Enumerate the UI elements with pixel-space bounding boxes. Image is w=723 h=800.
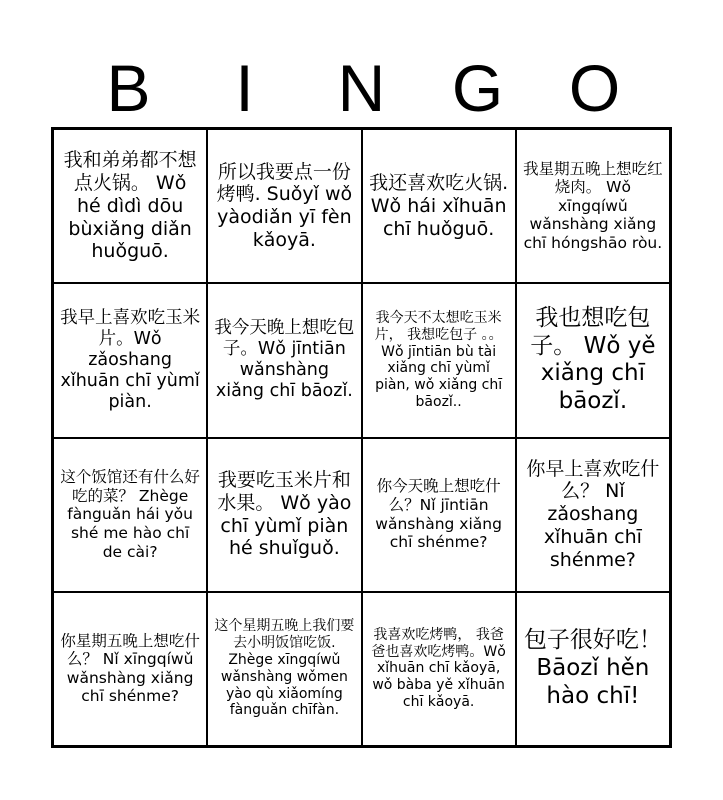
bingo-title [51, 48, 672, 128]
bingo-cell-r3-c4[interactable]: 你早上喜欢吃什么？ Nǐ zǎoshang xǐhuān chī shénme? [516, 438, 670, 592]
bingo-cell-r1-c2[interactable]: 所以我要点一份烤鸭. Suǒyǐ wǒ yàodiǎn yī fèn kǎoyā. [207, 129, 361, 283]
bingo-cell-r2-c2[interactable]: 我今天晚上想吃包子。Wǒ jīntiān wǎnshàng xiǎng chī bāozǐ. [207, 283, 361, 437]
bingo-cell-r3-c2[interactable]: 我要吃玉米片和水果。 Wǒ yào chī yùmǐ piàn hé shuǐguǒ. [207, 438, 361, 592]
bingo-cell-r1-c3[interactable]: 我还喜欢吃火锅. Wǒ hái xǐhuān chī huǒguō. [362, 129, 516, 283]
bingo-cell-r2-c4[interactable]: 我也想吃包子。 Wǒ yě xiǎng chī bāozǐ. [516, 283, 670, 437]
bingo-cell-r4-c3[interactable]: 我喜欢吃烤鸭， 我爸爸也喜欢吃烤鸭。Wǒ xǐhuān chī kǎoyā, wǒ bàba yě xǐhuān chī kǎoyā. [362, 592, 516, 746]
bingo-grid [51, 127, 672, 748]
bingo-cell-r4-c4[interactable]: 包子很好吃！ Bāozǐ hěn hào chī! [516, 592, 670, 746]
title-letter-n: N [337, 51, 386, 125]
bingo-cell-r3-c3[interactable]: 你今天晚上想吃什么？Nǐ jīntiān wǎnshàng xiǎng chī shénme? [362, 438, 516, 592]
title-letter-b: B [106, 51, 151, 125]
bingo-cell-r2-c3[interactable]: 我今天不太想吃玉米片， 我想吃包子 。。 Wǒ jīntiān bù tài xiǎng chī yùmǐ piàn, wǒ xiǎng chī bāozǐ.. [362, 283, 516, 437]
bingo-cell-r2-c1[interactable]: 我早上喜欢吃玉米片。Wǒ zǎoshang xǐhuān chī yùmǐ piàn. [53, 283, 207, 437]
bingo-cell-r4-c2[interactable]: 这个星期五晚上我们要去小明饭馆吃饭. Zhège xīngqíwǔ wǎnshàng wǒmen yào qù xiǎomíng fànguǎn chīfàn. [207, 592, 361, 746]
title-letter-i: I [235, 51, 254, 125]
bingo-cell-r3-c1[interactable]: 这个饭馆还有什么好吃的菜？ Zhège fànguǎn hái yǒu shé me hào chī de cài? [53, 438, 207, 592]
title-letter-g: G [451, 51, 504, 125]
bingo-cell-r4-c1[interactable]: 你星期五晚上想吃什么？ Nǐ xīngqíwǔ wǎnshàng xiǎng chī shénme? [53, 592, 207, 746]
title-letter-o: O [568, 51, 621, 125]
bingo-cell-r1-c1[interactable]: 我和弟弟都不想点火锅。 Wǒ hé dìdì dōu bùxiǎng diǎn huǒguō. [53, 129, 207, 283]
bingo-cell-r1-c4[interactable]: 我星期五晚上想吃红烧肉。 Wǒ xīngqíwǔ wǎnshàng xiǎng chī hóngshāo ròu. [516, 129, 670, 283]
